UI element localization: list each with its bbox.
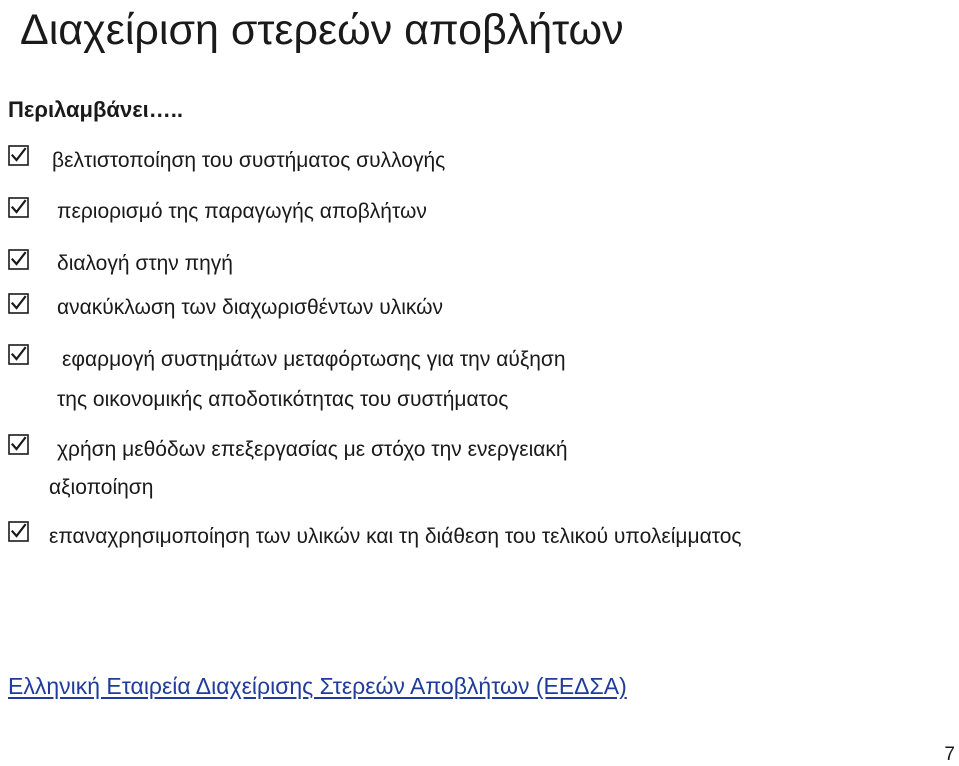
list-item-text-continuation: της οικονομικής αποδοτικότητας του συστήματος: [57, 388, 509, 411]
checked-box-icon: [8, 521, 29, 542]
list-item-text: ανακύκλωση των διαχωρισθέντων υλικών: [57, 296, 444, 319]
slide-title: Διαχείριση στερεών αποβλήτων: [20, 6, 624, 54]
eedsa-link[interactable]: Ελληνική Εταιρεία Διαχείρισης Στερεών Αποβλήτων (ΕΕΔΣΑ): [8, 673, 627, 699]
checked-box-icon: [8, 249, 29, 270]
checked-box-icon: [8, 145, 29, 166]
checked-box-icon: [8, 344, 29, 365]
checked-box-icon: [8, 197, 29, 218]
list-item-text: περιορισμό της παραγωγής αποβλήτων: [57, 200, 427, 223]
slide-subtitle: Περιλαμβάνει…..: [8, 97, 183, 122]
list-item-text: εφαρμογή συστημάτων μεταφόρτωσης για την αύξηση: [62, 348, 566, 371]
checked-box-icon: [8, 293, 29, 314]
list-item-text: βελτιστοποίηση του συστήματος συλλογής: [52, 149, 446, 172]
list-item-text: διαλογή στην πηγή: [57, 252, 233, 275]
list-item-text: χρήση μεθόδων επεξεργασίας με στόχο την ενεργειακή: [57, 438, 568, 461]
list-item-text: επαναχρησιμοποίηση των υλικών και τη διάθεση του τελικού υπολείμματος: [49, 525, 742, 548]
page-number: 7: [944, 744, 955, 765]
checked-box-icon: [8, 434, 29, 455]
list-item-text-continuation: αξιοποίηση: [49, 476, 154, 499]
